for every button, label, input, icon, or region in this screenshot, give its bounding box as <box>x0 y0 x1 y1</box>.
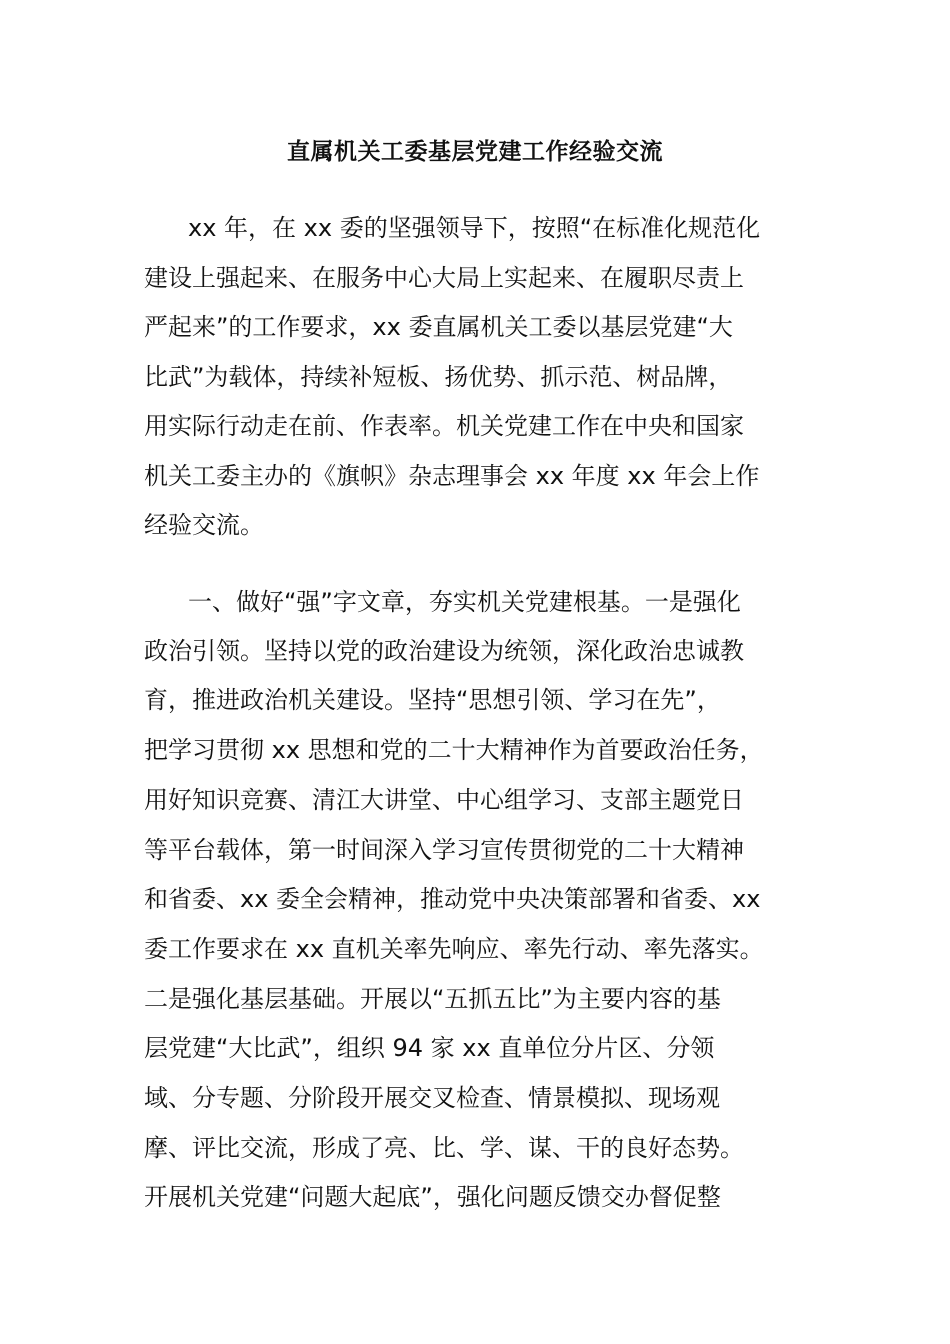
paragraph-2-line-9: 二是强化基层基础。开展以“五抓五比”为主要内容的基 <box>144 985 721 1013</box>
paragraph-2-line-2: 政治引领。坚持以党的政治建设为统领，深化政治忠诚教 <box>144 637 744 665</box>
paragraph-2-line-7: 和省委、xx 委全会精神，推动党中央决策部署和省委、xx <box>144 885 761 913</box>
paragraph-2-line-10: 层党建“大比武”，组织 94 家 xx 直单位分片区、分领 <box>144 1034 715 1062</box>
paragraph-2-line-4: 把学习贯彻 xx 思想和党的二十大精神作为首要政治任务， <box>144 736 764 764</box>
paragraph-2-line-3: 育，推进政治机关建设。坚持“思想引领、学习在先”， <box>144 686 721 714</box>
paragraph-1-line-7: 经验交流。 <box>144 511 264 539</box>
paragraph-1-line-2: 建设上强起来、在服务中心大局上实起来、在履职尽责上 <box>144 264 744 292</box>
paragraph-2-line-13: 开展机关党建“问题大起底”，强化问题反馈交办督促整 <box>144 1183 721 1211</box>
paragraph-2-line-6: 等平台载体，第一时间深入学习宣传贯彻党的二十大精神 <box>144 836 744 864</box>
paragraph-1-line-3: 严起来”的工作要求，xx 委直属机关工委以基层党建“大 <box>144 313 733 341</box>
document-title: 直属机关工委基层党建工作经验交流 <box>287 139 663 165</box>
paragraph-2-line-1: 一、做好“强”字文章，夯实机关党建根基。一是强化 <box>188 588 741 616</box>
paragraph-1-line-5: 用实际行动走在前、作表率。机关党建工作在中央和国家 <box>144 412 744 440</box>
paragraph-2-line-11: 域、分专题、分阶段开展交叉检查、情景模拟、现场观 <box>144 1084 720 1112</box>
paragraph-2-line-12: 摩、评比交流，形成了亮、比、学、谋、干的良好态势。 <box>144 1134 744 1162</box>
paragraph-1-line-1: xx 年，在 xx 委的坚强领导下，按照“在标准化规范化 <box>188 214 761 242</box>
paragraph-1-line-6: 机关工委主办的《旗帜》杂志理事会 xx 年度 xx 年会上作 <box>144 462 760 490</box>
paragraph-2-line-8: 委工作要求在 xx 直机关率先响应、率先行动、率先落实。 <box>144 935 764 963</box>
paragraph-1-line-4: 比武”为载体，持续补短板、扬优势、抓示范、树品牌， <box>144 363 733 391</box>
paragraph-2-line-5: 用好知识竞赛、清江大讲堂、中心组学习、支部主题党日 <box>144 786 744 814</box>
